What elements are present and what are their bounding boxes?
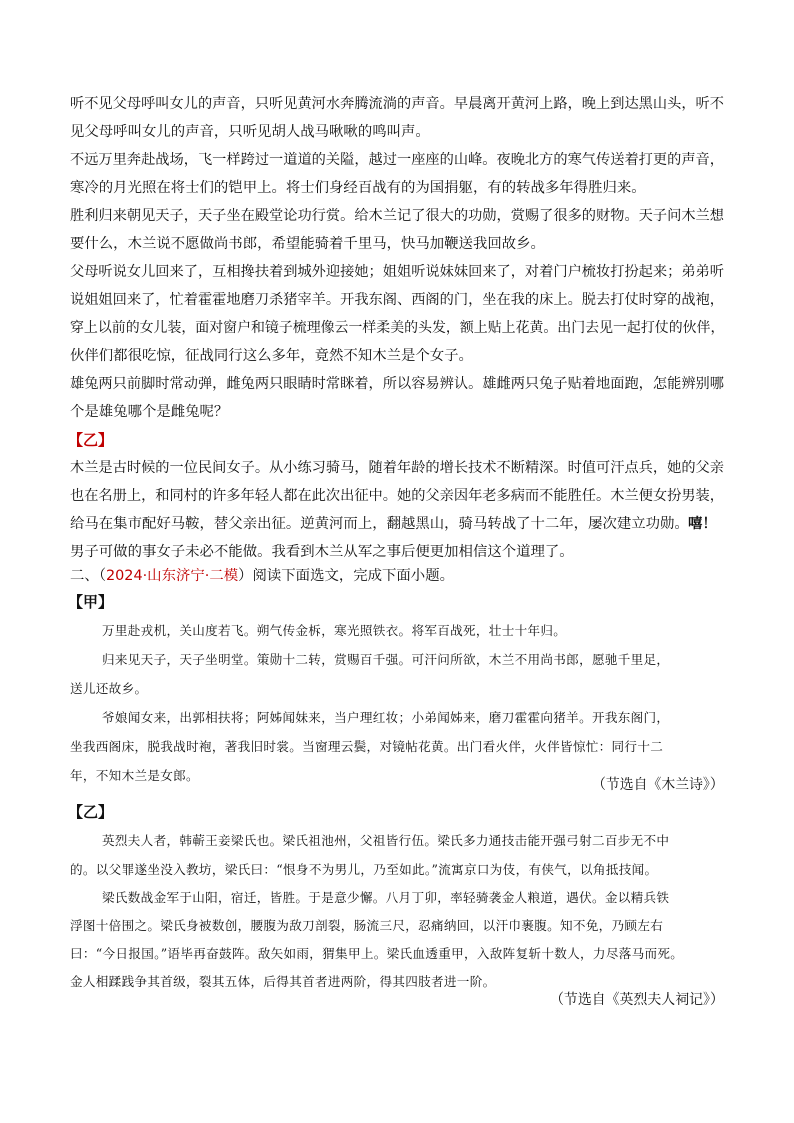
text-line: 曰：“今日报国。”语毕再奋鼓阵。敌矢如雨，猬集甲上。梁氏血透重甲，入敌阵复斩十数人，力尽落马而死。 <box>70 946 684 961</box>
text-line: 不远万里奔赴战场，飞一样跨过一道道的关隘，越过一座座的山峰。夜晚北方的寒气传送着打更的声音， <box>70 152 724 168</box>
yi-source: （节选自《英烈夫人祠记》） <box>550 992 724 1008</box>
text-line: 个是雄兔哪个是雌兔呢？ <box>70 404 229 420</box>
text-line: 梁氏数战金军于山阳，宿迁，皆胜。于是意少懈。八月丁卯，率轻骑袭金人粮道，遇伏。金以精兵铁 <box>102 890 670 905</box>
text-line: 也在名册上，和同村的许多年轻人都在此次出征中。她的父亲因年老多病而不能胜任。木兰便女扮男装， <box>70 488 724 504</box>
text-line: 胜利归来朝见天子，天子坐在殿堂论功行赏。给木兰记了很大的功勋，赏赐了很多的财物。天子问木兰想 <box>70 208 724 224</box>
text-line: 父母听说女儿回来了，互相搀扶着到城外迎接她；姐姐听说妹妹回来了，对着门户梳妆打扮起来；弟弟听 <box>70 264 724 280</box>
text-line: 送儿还故乡。 <box>70 681 148 696</box>
text-line: 木兰是古时候的一位民间女子。从小练习骑马，随着年龄的增长技术不断精深。时值可汗点兵，她的父亲 <box>70 460 724 476</box>
text-line: 万里赴戎机，关山度若飞。朔气传金柝，寒光照铁衣。将军百战死，壮士十年归。 <box>102 623 567 638</box>
question-instruction: ）阅读下面选文，完成下面小题。 <box>238 568 454 584</box>
text-line: 爷娘闻女来，出郭相扶将；阿姊闻妹来，当户理红妆；小弟闻姊来，磨刀霍霍向猪羊。开我东阁门， <box>102 710 670 725</box>
text-line: 寒冷的月光照在将士们的铠甲上。将士们身经百战有的为国捐躯，有的转战多年得胜归来。 <box>70 180 646 196</box>
exclamation: 嘻！ <box>688 516 717 532</box>
section-label-yi: 【乙】 <box>68 431 114 449</box>
jia-source: （节选自《木兰诗》） <box>592 777 724 793</box>
text-line: 金人相蹂践争其首级，裂其五体，后得其首者进两阶，得其四肢者进一阶。 <box>70 974 496 989</box>
text-line: 归来见天子，天子坐明堂。策勋十二转，赏赐百千强。可汗问所欲，木兰不用尚书郎，愿驰千里足， <box>102 652 670 667</box>
text-line: 的。以父罪遂坐没入教坊，梁氏曰：“恨身不为男儿，乃至如此。”流寓京口为伎，有侠气，以角抵技闻。 <box>70 862 658 877</box>
section-label-jia: 【甲】 <box>68 593 114 611</box>
text-line: 给马在集市配好马鞍，替父亲出征。逆黄河而上，翻越黑山，骑马转战了十二年，屡次建立功勋。 <box>70 516 689 532</box>
question-header <box>70 566 454 586</box>
text-line: 穿上以前的女儿装，面对窗户和镜子梳理像云一样柔美的头发，额上贴上花黄。出门去见一起打仗的伙伴， <box>70 320 725 336</box>
text-line: 男子可做的事女子未必不能做。我看到木兰从军之事后便更加相信这个道理了。 <box>70 544 574 560</box>
text-line: 说姐姐回来了，忙着霍霍地磨刀杀猪宰羊。开我东阁、西阁的门，坐在我的床上。脱去打仗时穿的战袍， <box>70 292 724 308</box>
text-line: 坐我西阁床，脱我战时袍，著我旧时裳。当窗理云鬓，对镜帖花黄。出门看火伴，火伴皆惊忙：同行十二 <box>70 739 664 754</box>
text-line: 要什么，木兰说不愿做尚书郎，希望能骑着千里马，快马加鞭送我回故乡。 <box>70 236 545 252</box>
text-line: 雄兔两只前脚时常动弹，雌兔两只眼睛时常眯着，所以容易辨认。雄雌两只兔子贴着地面跑，怎能辨别哪 <box>70 376 724 392</box>
text-line: 浮图十倍围之。梁氏身被数创，腰腹为敌刀剖裂，肠流三尺，忍痛纳回，以汗巾裹腹。知不免，乃顾左右 <box>70 918 664 933</box>
text-line: 听不见父母呼叫女儿的声音，只听见黄河水奔腾流淌的声音。早晨离开黄河上路，晚上到达黑山头，听不 <box>70 96 724 112</box>
text-line: 英烈夫人者，韩蕲王妾梁氏也。梁氏祖池州，父祖皆行伍。梁氏多力通技击能开强弓射二百步无不中 <box>102 833 670 848</box>
text-line: 见父母呼叫女儿的声音，只听见胡人战马啾啾的鸣叫声。 <box>70 124 430 140</box>
text-line: 伙伴们都很吃惊，征战同行这么多年，竟然不知木兰是个女子。 <box>70 348 473 364</box>
text-line: 年，不知木兰是女郎。 <box>70 768 199 783</box>
question-source-tag: 2024·山东济宁·二模 <box>105 568 239 584</box>
question-prefix: 二、（ <box>70 568 106 584</box>
section-label-yi-2: 【乙】 <box>68 803 114 821</box>
